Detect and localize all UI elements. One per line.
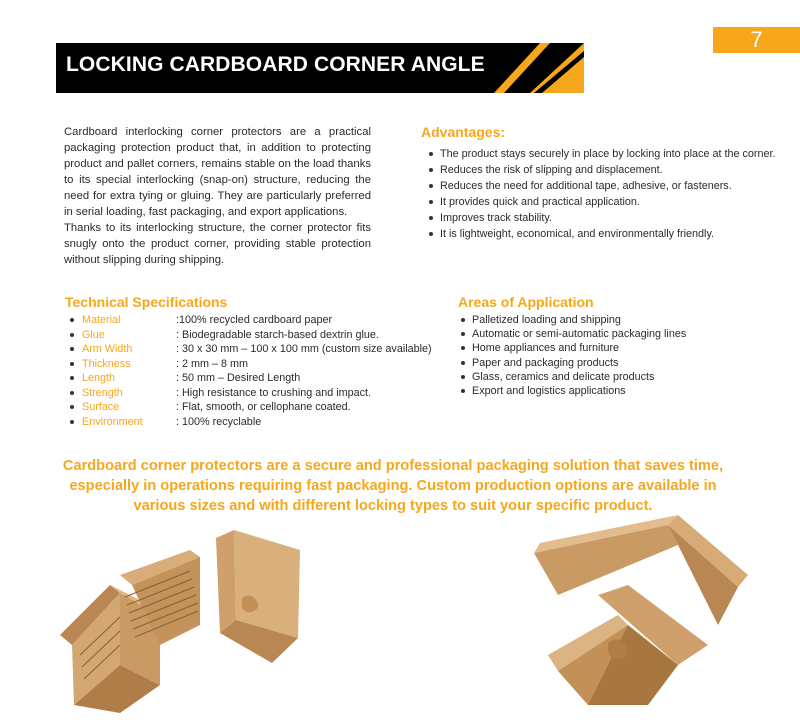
page-number: 7 (713, 27, 800, 53)
advantages-list (426, 146, 796, 242)
spec-value: : 50 mm – Desired Length (176, 372, 301, 384)
spec-label: Material (82, 314, 121, 326)
list-item: Export and logistics applications (458, 384, 686, 398)
list-item: Improves track stability. (426, 210, 796, 226)
spec-value: : 100% recyclable (176, 415, 262, 428)
spec-label: Surface (82, 401, 120, 413)
spec-value: : Flat, smooth, or cellophane coated. (176, 401, 351, 413)
intro-text (64, 124, 371, 268)
spec-row (66, 328, 432, 343)
title-banner (56, 43, 584, 93)
list-item: Reduces the need for additional tape, adhesive, or fasteners. (426, 178, 796, 194)
intro-paragraph-1: Cardboard interlocking corner protectors are a practical packaging protection product that, in addition to protecting product and pallet corners, remains stable on the load thanks to its special interlocking (snap-on) structure, reducing the need for extra tying or gluing. They are particularly preferred in serial loading, fast packaging, and export applications. (64, 126, 371, 218)
list-item: The product stays securely in place by locking into place at the corner. (426, 146, 796, 162)
list-item: Paper and packaging products (458, 356, 686, 370)
spec-label: Arm Width (82, 343, 133, 355)
stacked-corner-protectors-image (50, 545, 210, 715)
spec-value: :100% recycled cardboard paper (176, 314, 333, 326)
spec-row (66, 371, 432, 386)
spec-row (66, 386, 432, 401)
single-corner-protector-image (212, 528, 302, 668)
areas-heading: Areas of Application (458, 294, 594, 310)
spec-label: Strength (82, 386, 123, 399)
closing-statement: Cardboard corner protectors are a secure and professional packaging solution that saves time, especially in operations requiring fast packaging. Custom production options are available in various sizes and with different locking types to suit your specific product. (62, 458, 724, 514)
spec-row (66, 415, 432, 430)
spec-value: : 30 x 30 mm – 100 x 100 mm (custom size available) (176, 343, 432, 355)
spec-value: : 2 mm – 8 mm (176, 357, 248, 370)
areas-list (458, 313, 686, 398)
spec-row (66, 342, 432, 357)
spec-value: : Biodegradable starch-based dextrin glue. (176, 328, 379, 341)
spec-value: : High resistance to crushing and impact. (176, 386, 372, 399)
list-item: It provides quick and practical application. (426, 194, 796, 210)
spec-label: Glue (82, 328, 105, 341)
tech-specs-heading: Technical Specifications (65, 294, 228, 310)
list-item: Reduces the risk of slipping and displacement. (426, 162, 796, 178)
advantages-heading: Advantages: (421, 124, 506, 140)
list-item: It is lightweight, economical, and environmentally friendly. (426, 226, 796, 242)
list-item: Glass, ceramics and delicate products (458, 370, 686, 384)
spec-label: Thickness (82, 357, 131, 370)
spec-row (66, 313, 432, 328)
page-title: LOCKING CARDBOARD CORNER ANGLE (66, 53, 485, 76)
list-item: Home appliances and furniture (458, 341, 686, 355)
spec-label: Environment (82, 415, 143, 428)
intro-paragraph-2: Thanks to its interlocking structure, the corner protector fits snugly onto the product corner, providing stable protection without slipping during shipping. (64, 222, 371, 266)
interlocking-corner-set-image (528, 515, 750, 715)
tech-specs-list (66, 313, 432, 429)
spec-row (66, 400, 432, 415)
spec-row (66, 357, 432, 372)
spec-label: Length (82, 372, 116, 384)
list-item: Palletized loading and shipping (458, 313, 686, 327)
list-item: Automatic or semi-automatic packaging lines (458, 327, 686, 341)
